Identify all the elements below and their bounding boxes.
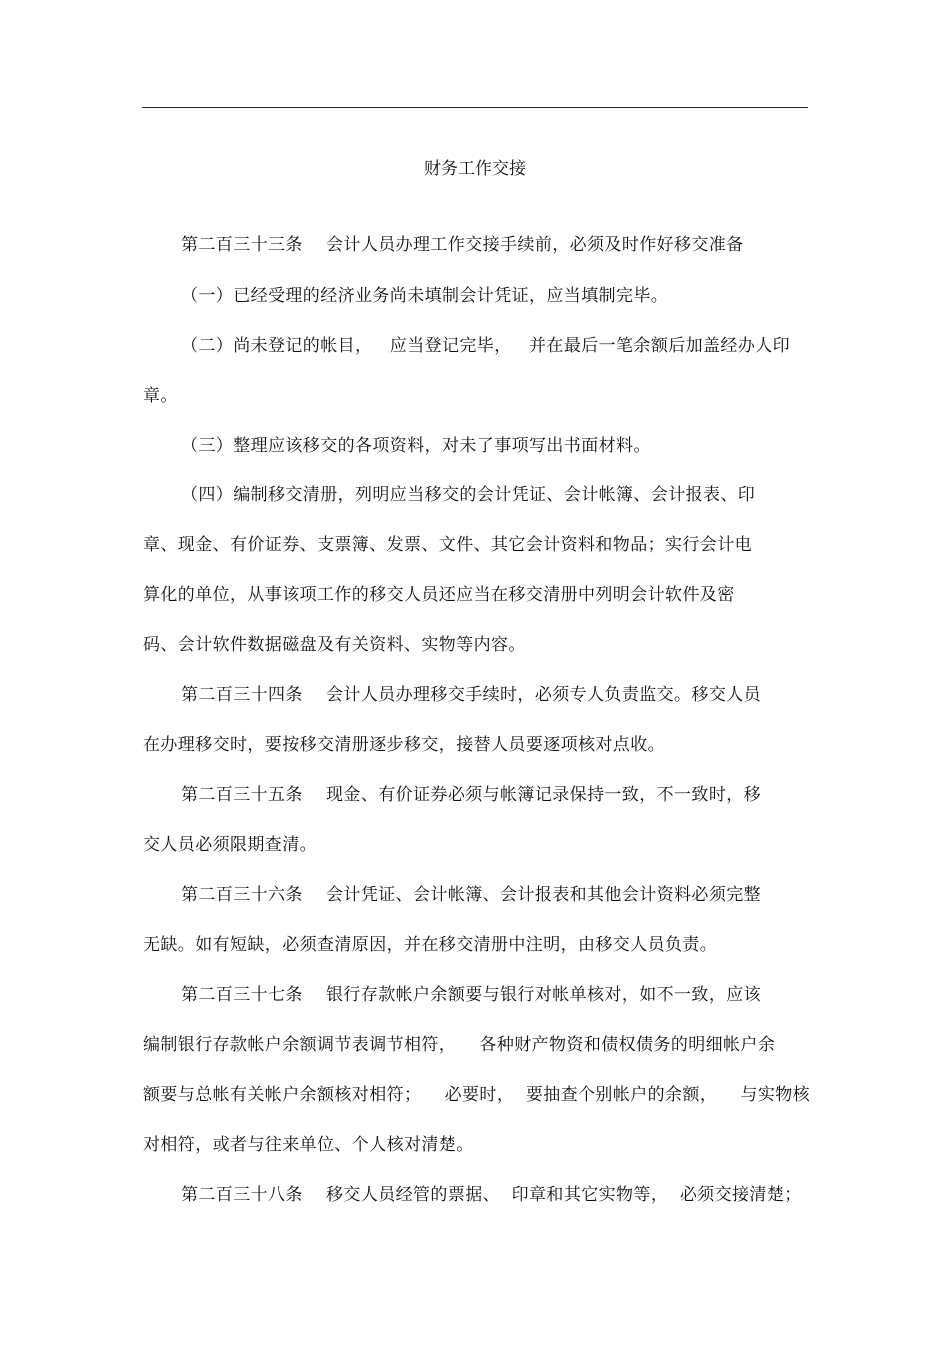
article-233-heading: 第二百三十三条 会计人员办理工作交接手续前，必须及时作好移交准备 bbox=[181, 235, 744, 255]
item-1: （一）已经受理的经济业务尚未填制会计凭证，应当填制完毕。 bbox=[181, 286, 669, 306]
item-4-continued-3: 码、会计软件数据磁盘及有关资料、实物等内容。 bbox=[143, 635, 526, 655]
article-237: 第二百三十七条 银行存款帐户余额要与银行对帐单核对，如不一致，应该 bbox=[181, 985, 762, 1005]
article-236-continued: 无缺。如有短缺，必须查清原因，并在移交清册中注明，由移交人员负责。 bbox=[143, 935, 718, 955]
article-236: 第二百三十六条 会计凭证、会计帐簿、会计报表和其他会计资料必须完整 bbox=[181, 885, 762, 905]
item-4: （四）编制移交清册，列明应当移交的会计凭证、会计帐簿、会计报表、印 bbox=[181, 485, 756, 505]
item-2-continued: 章。 bbox=[143, 386, 178, 406]
item-4-continued-2: 算化的单位，从事该项工作的移交人员还应当在移交清册中列明会计软件及密 bbox=[143, 585, 735, 605]
article-235: 第二百三十五条 现金、有价证券必须与帐簿记录保持一致，不一致时，移 bbox=[181, 785, 762, 805]
item-2: （二）尚未登记的帐目， 应当登记完毕， 并在最后一笔余额后加盖经办人印 bbox=[181, 336, 791, 356]
article-238: 第二百三十八条 移交人员经管的票据、 印章和其它实物等， 必须交接清楚； bbox=[181, 1185, 802, 1205]
item-4-continued-1: 章、现金、有价证券、支票簿、发票、文件、其它会计资料和物品；实行会计电 bbox=[143, 535, 752, 555]
document-title: 财务工作交接 bbox=[424, 159, 526, 179]
article-234: 第二百三十四条 会计人员办理移交手续时，必须专人负责监交。移交人员 bbox=[181, 685, 762, 705]
article-234-continued: 在办理移交时，要按移交清册逐步移交，接替人员要逐项核对点收。 bbox=[143, 735, 665, 755]
article-235-continued: 交人员必须限期查清。 bbox=[143, 835, 317, 855]
header-rule bbox=[142, 107, 808, 108]
article-237-continued-1: 编制银行存款帐户余额调节表调节相符， 各种财产物资和债权债务的明细帐户余 bbox=[143, 1035, 776, 1055]
item-3: （三）整理应该移交的各项资料，对未了事项写出书面材料。 bbox=[181, 436, 651, 456]
article-237-continued-3: 对相符，或者与往来单位、个人核对清楚。 bbox=[143, 1135, 474, 1155]
article-237-continued-2: 额要与总帐有关帐户余额核对相符； 必要时， 要抽查个别帐户的余额， 与实物核 bbox=[143, 1085, 811, 1105]
